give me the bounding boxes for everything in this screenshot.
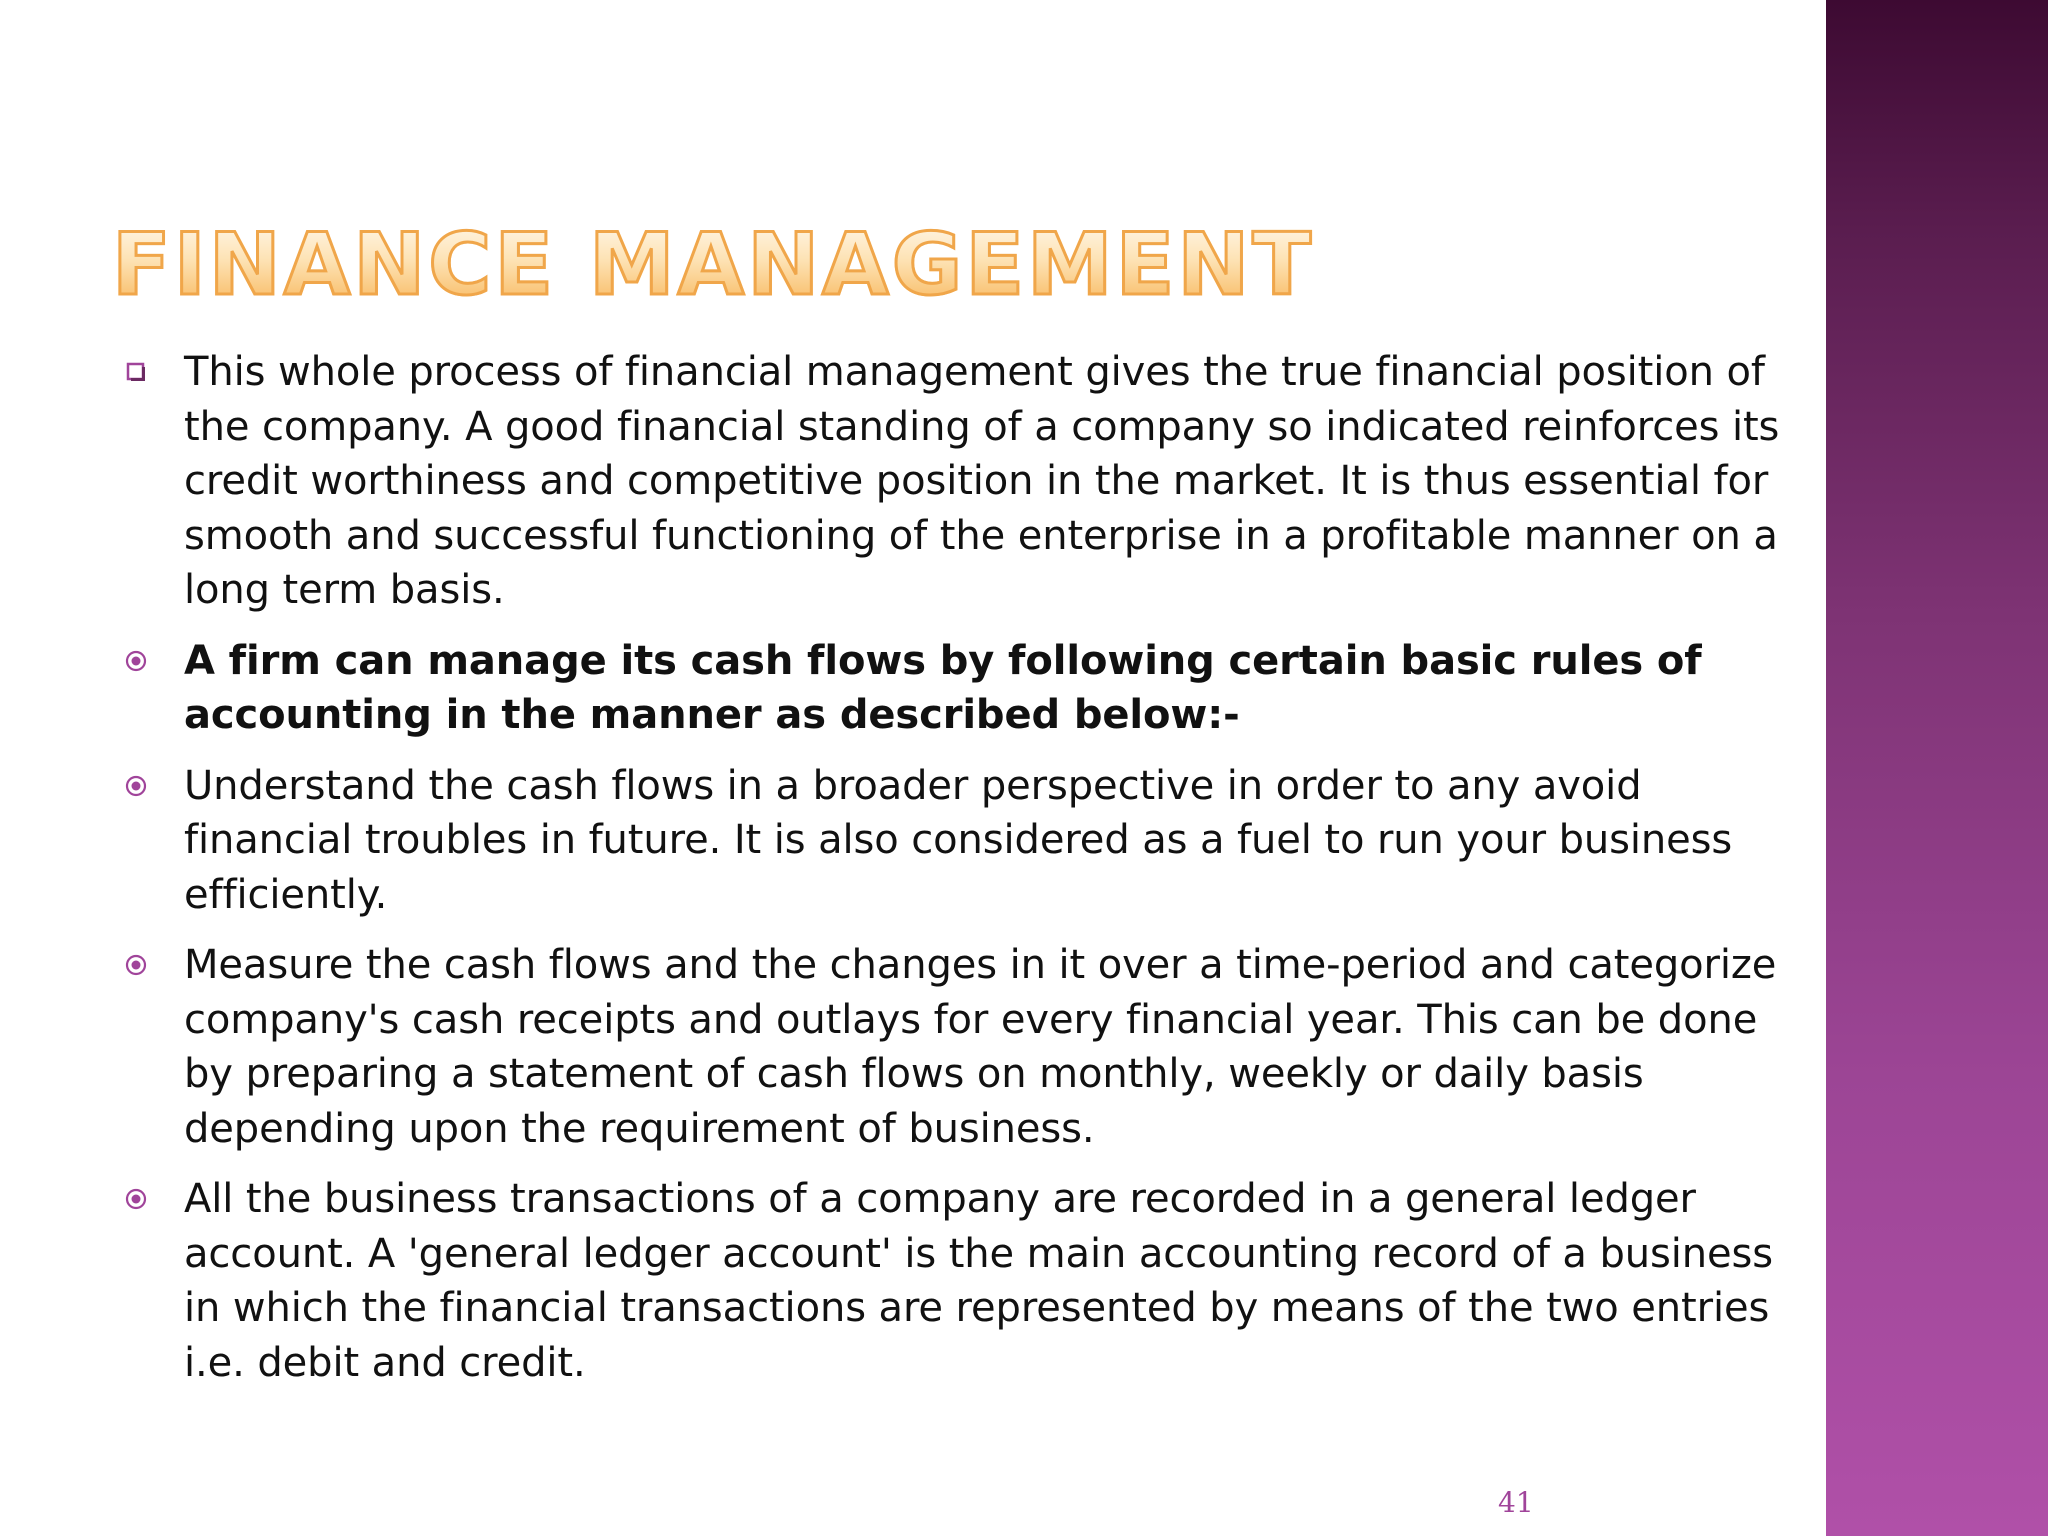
bullet-text: This whole process of financial management gives the true financial position of the company. A good financial standing of a company so indicated reinforces its credit worthiness and competitive position in the market. It is thus essential for smooth and successful functioning of the enterprise in a profitable manner on a long term basis. xyxy=(184,349,1780,613)
target-bullet-icon xyxy=(125,954,147,976)
bullet-item xyxy=(0,1172,1800,1390)
bullet-text: Understand the cash flows in a broader perspective in order to any avoid financial troubles in future. It is also considered as a fuel to run your business efficiently. xyxy=(184,762,1733,918)
bullet-item xyxy=(0,634,1800,743)
slide-title: FINANCE MANAGEMENT xyxy=(112,215,1315,315)
bullet-list xyxy=(0,345,1800,1406)
bullet-item xyxy=(0,345,1800,618)
target-bullet-icon xyxy=(125,1188,147,1210)
square-bullet-icon xyxy=(125,361,147,383)
bullet-text: A firm can manage its cash flows by following certain basic rules of accounting in the manner as described below:- xyxy=(184,637,1702,738)
bullet-item xyxy=(0,759,1800,923)
bullet-text: All the business transactions of a company are recorded in a general ledger account. A 'general ledger account' is the main accounting record of a business in which the financial transactions are represented by means of the two entries i.e. debit and credit. xyxy=(184,1176,1773,1386)
target-bullet-icon xyxy=(125,650,147,672)
decorative-side-bar xyxy=(1826,0,2048,1536)
bullet-item xyxy=(0,938,1800,1156)
page-number: 41 xyxy=(1498,1486,1534,1519)
bullet-text: Measure the cash flows and the changes in it over a time-period and categorize company's cash receipts and outlays for every financial year. This can be done by preparing a statement of cash flows on monthly, weekly or daily basis depending upon the requirement of business. xyxy=(184,942,1777,1152)
target-bullet-icon xyxy=(125,775,147,797)
